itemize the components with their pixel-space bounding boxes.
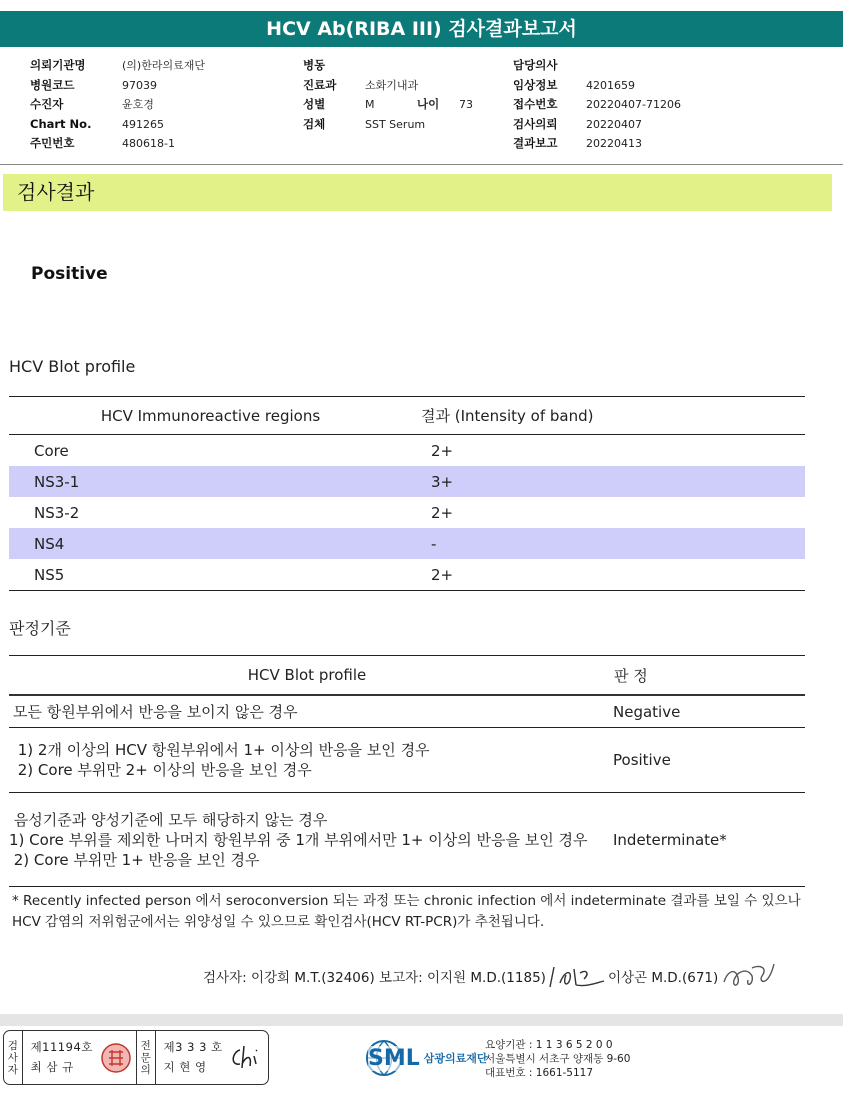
specialist-signature: [226, 1031, 268, 1084]
table-row: 1) 2개 이상의 HCV 항원부위에서 1+ 이상의 반응을 보인 경우 2) Core 부위만 2+ 이상의 반응을 보인 경우 Positive: [9, 728, 805, 793]
red-seal-icon: [100, 1042, 132, 1074]
header-row-institution: 의뢰기관명 (의)한라의료재단: [30, 58, 205, 72]
signature-specialist-icon: [226, 1042, 268, 1074]
col-header-profile: HCV Blot profile: [9, 656, 605, 696]
col-header-region: HCV Immunoreactive regions: [9, 397, 412, 435]
footer-divider-bar: [0, 1014, 843, 1026]
table-row: NS3-2 2+: [34, 503, 454, 522]
third-signer-name: 이상곤 M.D.(671): [607, 970, 719, 986]
criteria-table: [9, 655, 805, 887]
table-row: Core 2+: [34, 441, 454, 460]
section-bar: [3, 174, 832, 211]
section-title: 검사결과: [17, 180, 95, 204]
col-header-intensity: 결과 (Intensity of band): [412, 397, 805, 435]
header-row-sex-age: 성별 M 나이 73: [303, 97, 473, 111]
header-row-clinical-info: 임상정보 4201659: [513, 77, 635, 92]
blot-profile-heading: HCV Blot profile: [9, 357, 136, 376]
header-row-patient: 수진자 윤호경: [30, 97, 154, 111]
report-title: HCV Ab(RIBA III) 검사결과보고서: [266, 18, 577, 40]
stamp-label-tester: 검 사 자: [4, 1031, 23, 1084]
signature-reporter-icon: [546, 961, 608, 991]
stamp-label-specialist: 전 문 의: [137, 1031, 156, 1084]
tester-name: 검사자: 이강희 M.T.(32406): [203, 970, 375, 986]
reporter-name: 보고자: 이지원 M.D.(1185): [379, 970, 546, 986]
header-col-3: [513, 56, 681, 154]
sml-logo-name: 삼광의료재단: [423, 1052, 488, 1065]
footer-contact: 요양기관 : 1 1 3 6 5 2 0 0 서울특별시 서초구 양재동 9-60 대표번호 : 1661-5117: [485, 1039, 631, 1079]
header-row-ward: 병동: [303, 58, 326, 72]
header-row-resident-no: 주민번호 480618-1: [30, 136, 175, 150]
header-row-doctor: 담당의사: [513, 58, 558, 72]
table-row: NS5 2+: [9, 559, 805, 591]
certification-stamp-box: [3, 1030, 269, 1085]
header-row-request-date: 검사의뢰 20220407: [513, 116, 642, 131]
header-row-report-date: 결과보고 20220413: [513, 136, 642, 150]
signature-third-icon: [718, 958, 778, 994]
sml-logo-text: SML: [368, 1045, 420, 1071]
table-row: 음성기준과 양성기준에 모두 해당하지 않는 경우 1) Core 부위를 제외한 나머지 항원부위 중 1개 부위에서만 1+ 이상의 반응을 보인 경우 2) Core 부위만 1+ 반응을 보인 경우 Indeterminate*: [9, 793, 805, 887]
col-header-judgement: 판 정: [605, 656, 805, 696]
title-bar: [0, 11, 843, 47]
header-col-1: [30, 56, 205, 154]
signers-line: [203, 958, 778, 994]
table-header-row: [9, 397, 805, 435]
header-row-chart-no: Chart No. 491265: [30, 116, 164, 131]
seal-stamp: [97, 1031, 137, 1084]
stamp-tester-info: 제11194호 최 삼 규: [30, 1040, 93, 1074]
header-row-hospital-code: 병원코드 97039: [30, 77, 157, 92]
header-row-receipt-no: 접수번호 20220407-71206: [513, 97, 681, 111]
overall-result: Positive: [31, 264, 108, 284]
stamp-specialist-info: 제3 3 3 호 지 현 영: [163, 1040, 223, 1074]
header-row-dept: 진료과 소화기내과: [303, 77, 419, 92]
table-row: NS3-1 3+: [9, 466, 805, 497]
table-row: NS4 -: [9, 528, 805, 559]
sml-logo: [364, 1038, 488, 1078]
header-row-specimen: 검체 SST Serum: [303, 116, 426, 131]
table-row: 모든 항원부위에서 반응을 보이지 않은 경우 Negative: [9, 695, 805, 728]
criteria-heading: 판정기준: [9, 619, 71, 638]
header-divider: [0, 164, 843, 165]
footnote: * Recently infected person 에서 seroconversion 되는 과정 또는 chronic infection 에서 indeterminate 결과를 보일 수 있으나 HCV 감염의 저위험군에서는 위양성일 수 있으므로 확인검사(HCV RT-PCR)가 추천됩니다.: [12, 893, 801, 930]
blot-profile-table: [9, 396, 805, 591]
header-col-2: [303, 56, 473, 134]
table-header-row: [9, 656, 805, 696]
